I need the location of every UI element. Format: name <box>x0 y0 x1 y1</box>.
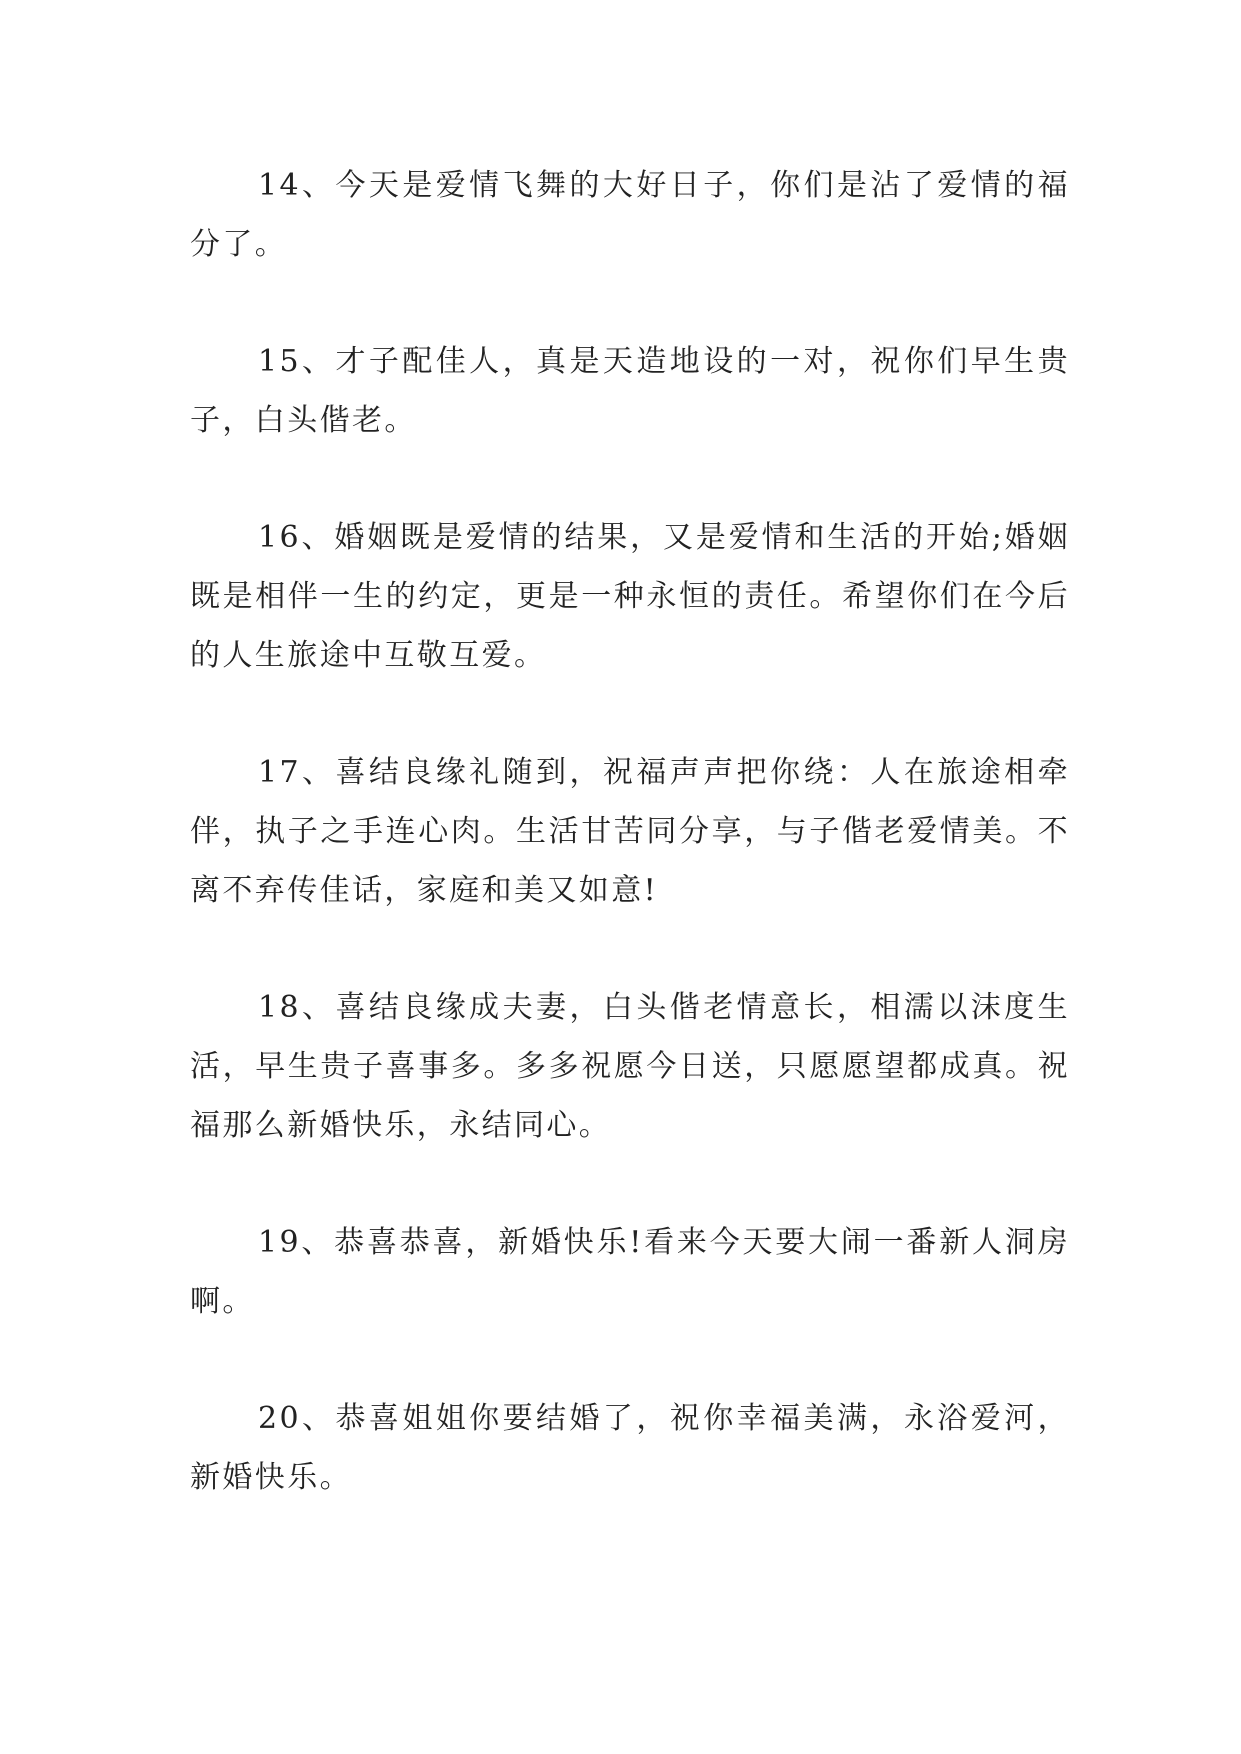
document-body <box>190 156 1070 1565</box>
paragraph-16: 16、婚姻既是爱情的结果，又是爱情和生活的开始;婚姻既是相伴一生的约定，更是一种永恒的责任。希望你们在今后的人生旅途中互敬互爱。 <box>190 520 1070 673</box>
paragraph-14: 14、今天是爱情飞舞的大好日子，你们是沾了爱情的福分了。 <box>190 168 1070 262</box>
paragraph-15: 15、才子配佳人，真是天造地设的一对，祝你们早生贵子，白头偕老。 <box>190 344 1070 438</box>
paragraph-18: 18、喜结良缘成夫妻，白头偕老情意长，相濡以沫度生活，早生贵子喜事多。多多祝愿今日送，只愿愿望都成真。祝福那么新婚快乐，永结同心。 <box>190 990 1070 1143</box>
paragraph-17: 17、喜结良缘礼随到，祝福声声把你绕：人在旅途相牵伴，执子之手连心肉。生活甘苦同分享，与子偕老爱情美。不离不弃传佳话，家庭和美又如意! <box>190 755 1070 908</box>
paragraph-19: 19、恭喜恭喜，新婚快乐!看来今天要大闹一番新人洞房啊。 <box>190 1225 1070 1319</box>
paragraph-20: 20、恭喜姐姐你要结婚了，祝你幸福美满，永浴爱河，新婚快乐。 <box>190 1401 1070 1495</box>
